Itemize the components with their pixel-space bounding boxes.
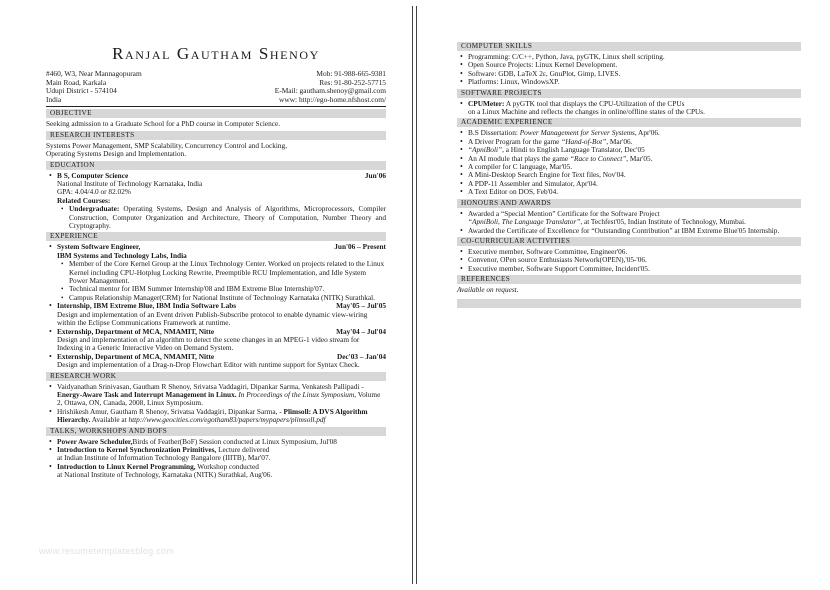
degree-date: Jun'06 [364, 170, 386, 180]
skills-list [457, 53, 801, 87]
publication-details: Available at [91, 415, 127, 425]
job-date: May'05 – Jul'05 [336, 301, 386, 311]
job-bullet: • Campus Relationship Manager(CRM) for National Institute of Technology Karnataka (NITK) Surathkal. [69, 294, 386, 302]
postal-address [46, 70, 142, 104]
skill-entry: • Platforms: Linux, WindowsXP. [468, 78, 801, 86]
closing-bar [457, 299, 801, 308]
course-list [57, 205, 386, 230]
publication-entry [57, 408, 386, 425]
job-bullets [57, 260, 386, 302]
undergraduate-courses: Operating Systems, Design and Analysis of Algorithms, Microprocessors, Compiler Construction, Computer Organization and Architecture, Theory of Computation, Number Theory and Cryptography. [69, 204, 387, 231]
institute: National Institute of Technology Karnataka, India [57, 179, 203, 188]
section-heading-talks: TALKS, WORKSHOPS AND BOFS [46, 427, 386, 436]
academic-entry: • A Driver Program for the game “Hand-of-Bot”, Mar'06. [468, 138, 801, 146]
cocurricular-entry: • Convenor, OPen source Enthusiasts Network(OPEN),'05-'06. [468, 256, 801, 264]
job-description: Design and implementation of a Drag-n-Drop Flowchart Editor with runtime support for Syntax Check. [57, 360, 360, 370]
job-entry [57, 302, 386, 327]
section-heading-computer-skills: COMPUTER SKILLS [457, 42, 801, 51]
academic-entry: • B.S Dissertation: Power Management for Server Systems, Apr'06. [468, 129, 801, 137]
references-text: Available on request. [457, 285, 519, 295]
academic-entry: • A Text Editor on DOS, Feb'04. [468, 188, 801, 196]
publication-details: Volume 2, Ottawa, ON, Canada, 2008, Linux Symposium. [57, 389, 381, 408]
job-entry [57, 353, 386, 370]
job-description: Design and implementation of an Event driven Publish-Subscribe protocol to enable dynamic view-wiring within the Eclipse Communications Framework at runtime. [57, 309, 368, 328]
talk-venue: at National Institute of Technology, Karnataka (NITK) Surathkal, Aug'06. [57, 470, 273, 480]
section-heading-honours: HONOURS AND AWARDS [457, 199, 801, 208]
skill-entry: • Software: GDB, LaTeX 2ε, GnuPlot, Gimp, LIVES. [468, 70, 801, 78]
talk-details: Workshop conducted [197, 461, 259, 471]
publication-link[interactable]: http://www.geocities.com/egotham83/papers/mypapers/plimsoll.pdf [128, 415, 326, 425]
research-interests-line: Operating Systems Design and Implementation. [46, 149, 187, 159]
academic-entry: • An AI module that plays the game “Race to Connect”, Mar'05. [468, 155, 801, 163]
degree: • B S, Computer Science [57, 170, 129, 180]
section-heading-education: EDUCATION [46, 161, 386, 170]
address-line: Udupi District - 574104 [46, 86, 117, 96]
experience-list [46, 243, 386, 369]
publication-entry [57, 383, 386, 408]
course-entry [69, 205, 386, 230]
section-heading-cocurricular: CO-CURRICULAR ACTIVITIES [457, 237, 801, 246]
section-heading-experience: EXPERIENCE [46, 232, 386, 241]
talk-entry [57, 463, 386, 480]
talk-title: Introduction to Kernel Synchronization Primitives, [57, 444, 217, 454]
resume-page-right [416, 6, 825, 584]
honour-project: “ApniBoli, The Language Translator” [468, 217, 581, 227]
job-date: May'04 – Jul'04 [336, 326, 386, 336]
section-heading-software-projects: SOFTWARE PROJECTS [457, 89, 801, 98]
job-title: • Externship, Department of MCA, NMAMIT, Nitte [57, 326, 215, 336]
job-org: IBM Systems and Technology Labs, India [57, 250, 187, 260]
talk-title: Power Aware Scheduler, [57, 436, 133, 446]
section-heading-objective: OBJECTIVE [46, 109, 386, 118]
talk-entry [57, 446, 386, 463]
research-work-list [46, 383, 386, 425]
job-title: • System Software Engineer, [57, 242, 141, 252]
publication-venue: In Proceedings of the Linux Symposium, [238, 389, 357, 399]
skill-entry: • Open Source Projects: Linux Kernel Development. [468, 61, 801, 69]
academic-entry: • A compiler for C language, Mar'05. [468, 163, 801, 171]
cocurricular-entry: • Executive member, Software Support Committee, Incident'05. [468, 265, 801, 273]
header-rule [46, 106, 386, 107]
education-entry [57, 172, 386, 231]
email-address[interactable]: E-Mail: gautham.shenoy@gmail.com [274, 86, 386, 96]
honour-entry: • Awarded the Certificate of Excellence for “Outstanding Contribution” at IBM Extreme Blue'05 Internship. [468, 227, 801, 235]
academic-entry: • “ApniBoli”, a Hindi to English Language Translator, Dec'05 [468, 146, 801, 154]
publication-authors: Hrishikesh Amur, Gautham R Shenoy, Srivatsa Vaddagiri, Dipankar Sarma, - [57, 406, 282, 416]
talk-details: Birds of Feather(BoF) Session conducted at Linux Symposium, Jul'08 [132, 436, 337, 446]
talk-details: Lecture delivered [218, 444, 270, 454]
project-description-cont: on a Linux Machine and reflects the changes in online/offline states of the CPUs. [468, 107, 705, 117]
address-line: #460, W3, Near Mannagopuram [46, 69, 142, 78]
research-interests-line: Systems Power Management, SMP Scalability, Concurrency Control and Locking, [46, 140, 288, 150]
projects-list [457, 100, 801, 117]
job-description: Design and implementation of an algorithm to detect the scene changes in an MPEG-1 video stream for Indexing in a Generic Interactive Video on Demand System. [57, 334, 360, 353]
gpa: GPA: 4.04/4.0 or 82.02% [57, 187, 131, 197]
publication-authors: Vaidyanathan Srinivasan, Gautham R Shenoy, Srivatsa Vaddagiri, Dipankar Sarma, Venkatesh Pallipadi - [57, 381, 364, 391]
skill-entry: • Programming: C/C++, Python, Java, pyGTK, Linux shell scripting. [468, 53, 801, 61]
cocurricular-entry: • Executive member, Software Committee, Engineer'06. [468, 248, 801, 256]
honours-list [457, 210, 801, 235]
related-courses-label: Related Courses: [57, 195, 111, 205]
address-line: India [46, 94, 62, 104]
section-heading-research-work: RESEARCH WORK [46, 372, 386, 381]
candidate-name: Ranjal Gautham Shenoy [112, 44, 320, 63]
website-link[interactable]: www: http://ego-home.nfshost.com/ [279, 94, 386, 104]
job-title: • Externship, Department of MCA, NMAMIT, Nitte [57, 351, 215, 361]
academic-list [457, 129, 801, 196]
project-entry [468, 100, 801, 117]
section-heading-research-interests: RESEARCH INTERESTS [46, 131, 386, 140]
job-date: Jun'06 – Present [334, 242, 386, 252]
honour-venue: at Techfest'05, Indian Institute of Technology, Mumbai. [583, 217, 746, 227]
academic-entry: • A PDP-11 Assembler and Simulator, Apr'04. [468, 180, 801, 188]
honour-text: Awarded a “Special Mention” Certificate for the Software Project [468, 208, 660, 218]
job-title: • Internship, IBM Extreme Blue, IBM India Software Labs [57, 301, 237, 311]
job-entry [57, 328, 386, 353]
address-line: Main Road, Karkala [46, 77, 107, 87]
academic-entry: • A Mini-Desktop Search Engine for Text files, Nov'04. [468, 171, 801, 179]
project-description: A pyGTK tool that displays the CPU-Utilization of the CPUs [505, 98, 685, 108]
section-heading-references: REFERENCES [457, 275, 801, 284]
contact-details [275, 70, 386, 104]
job-entry [57, 243, 386, 302]
job-bullet: • Member of the Core Kernel Group at the Linux Technology Center. Worked on projects related to the Linux Kernel including CPU-Hotplug Locking Rewrite, Preemptible RCU Implementation, and Idle System Power Management. [69, 260, 386, 285]
talks-list [46, 438, 386, 480]
contact-block [46, 70, 386, 104]
phone-residence: Res: 91-80-252-57715 [319, 77, 386, 87]
talk-venue: at Indian Institute of Information Technology Bangalore (IIITB), Mar'07. [57, 453, 271, 463]
watermark-text: www.resumetemplatesblog.com [39, 546, 175, 556]
talk-title: Introduction to Linux Kernel Programming, [57, 461, 196, 471]
section-heading-academic-experience: ACADEMIC EXPERIENCE [457, 118, 801, 127]
undergraduate-label: Undergraduate: [69, 204, 120, 214]
publication-title: Plimsoll: A DVS Algorithm Hierarchy. [57, 406, 368, 425]
objective-text: Seeking admission to a Graduate School for a PhD course in Computer Science. [46, 119, 281, 129]
job-bullet: • Technical mentor for IBM Summer Internship'08 and IBM Extreme Blue Internship'07. [69, 285, 386, 293]
phone-mobile: Mob: 91-988-665-9381 [316, 69, 386, 78]
publication-title: Energy-Aware Task and Interrupt Management in Linux. [57, 389, 237, 399]
resume-page-left [6, 6, 413, 584]
honour-entry: • Awarded a “Special Mention” Certificate for the Software Project “ApniBoli, The Language Translator”, at Techfest'05, Indian Institute of Technology, Mumbai. [468, 210, 801, 227]
education-list [46, 172, 386, 231]
project-title: CPUMeter: [468, 98, 505, 108]
job-date: Dec'03 – Jan'04 [336, 351, 386, 361]
cocurricular-list [457, 248, 801, 273]
